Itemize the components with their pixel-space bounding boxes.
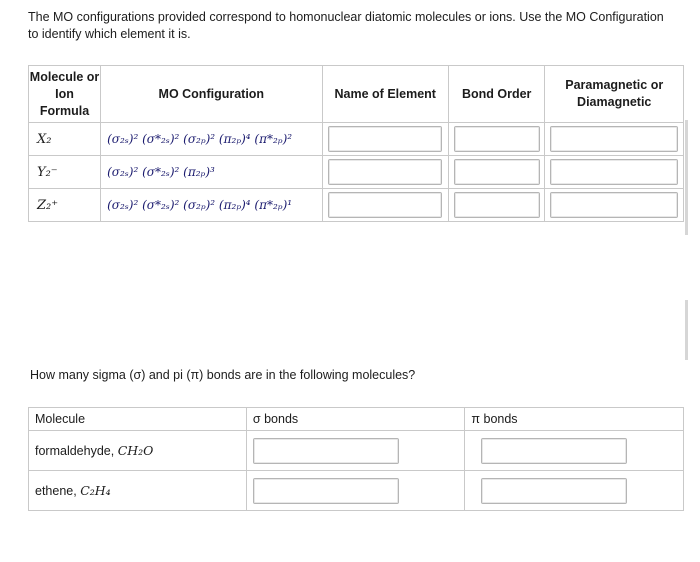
pi-bonds-input[interactable] xyxy=(481,438,627,464)
element-name-cell xyxy=(322,189,448,222)
table-header-row xyxy=(29,408,684,431)
magnetism-input[interactable] xyxy=(550,192,678,218)
bonds-table xyxy=(28,407,684,511)
bond-order-cell xyxy=(448,156,545,189)
header-mo-configuration: MO Configuration xyxy=(101,66,322,123)
element-name-input[interactable] xyxy=(328,159,442,185)
molecule-formula: C₂H₄ xyxy=(80,483,111,498)
bonds-question: How many sigma (σ) and pi (π) bonds are in the following molecules? xyxy=(30,368,416,382)
element-name-cell xyxy=(322,156,448,189)
scroll-edge xyxy=(685,300,688,360)
molecule-formula: CH₂O xyxy=(117,443,154,458)
instructions-text: The MO configurations provided correspond to homonuclear diatomic molecules or ions. Use the MO Configuration to identify which element it is. xyxy=(28,10,664,41)
bond-order-input[interactable] xyxy=(454,159,540,185)
molecule-label: ethene, xyxy=(35,484,81,498)
table-row xyxy=(29,189,684,222)
mo-configuration-table xyxy=(28,65,684,222)
sigma-bonds-input[interactable] xyxy=(253,438,399,464)
pi-bonds-cell xyxy=(465,471,684,511)
sigma-bonds-cell xyxy=(246,471,464,511)
molecule-label: formaldehyde, xyxy=(35,444,118,458)
formula-cell: X₂ xyxy=(29,123,101,156)
element-name-input[interactable] xyxy=(328,192,442,218)
mo-configuration-cell: (σ₂ₛ)² (σ*₂ₛ)² (σ₂ₚ)² (π₂ₚ)⁴ (π*₂ₚ)² xyxy=(101,123,322,156)
bond-order-cell xyxy=(448,189,545,222)
header-element-name: Name of Element xyxy=(322,66,448,123)
magnetism-input[interactable] xyxy=(550,126,678,152)
table-header-row xyxy=(29,66,684,123)
magnetism-cell xyxy=(545,156,684,189)
header-molecule: Molecule xyxy=(29,408,247,431)
table-row xyxy=(29,156,684,189)
table-row xyxy=(29,471,684,511)
header-formula: Molecule or Ion Formula xyxy=(29,66,101,123)
sigma-bonds-input[interactable] xyxy=(253,478,399,504)
table-row xyxy=(29,431,684,471)
pi-bonds-cell xyxy=(465,431,684,471)
bond-order-input[interactable] xyxy=(454,192,540,218)
molecule-cell xyxy=(29,471,247,511)
header-bond-order: Bond Order xyxy=(448,66,545,123)
element-name-cell xyxy=(322,123,448,156)
scroll-edge xyxy=(685,120,688,235)
mo-configuration-cell: (σ₂ₛ)² (σ*₂ₛ)² (π₂ₚ)³ xyxy=(101,156,322,189)
formula-cell: Y₂⁻ xyxy=(29,156,101,189)
magnetism-cell xyxy=(545,189,684,222)
element-name-input[interactable] xyxy=(328,126,442,152)
sigma-bonds-cell xyxy=(246,431,464,471)
magnetism-input[interactable] xyxy=(550,159,678,185)
formula-cell: Z₂⁺ xyxy=(29,189,101,222)
magnetism-cell xyxy=(545,123,684,156)
header-magnetism: Paramagnetic or Diamagnetic xyxy=(545,66,684,123)
pi-bonds-input[interactable] xyxy=(481,478,627,504)
header-pi-bonds: π bonds xyxy=(465,408,684,431)
bond-order-cell xyxy=(448,123,545,156)
mo-configuration-cell: (σ₂ₛ)² (σ*₂ₛ)² (σ₂ₚ)² (π₂ₚ)⁴ (π*₂ₚ)¹ xyxy=(101,189,322,222)
bond-order-input[interactable] xyxy=(454,126,540,152)
header-sigma-bonds: σ bonds xyxy=(246,408,464,431)
table-row xyxy=(29,123,684,156)
molecule-cell xyxy=(29,431,247,471)
